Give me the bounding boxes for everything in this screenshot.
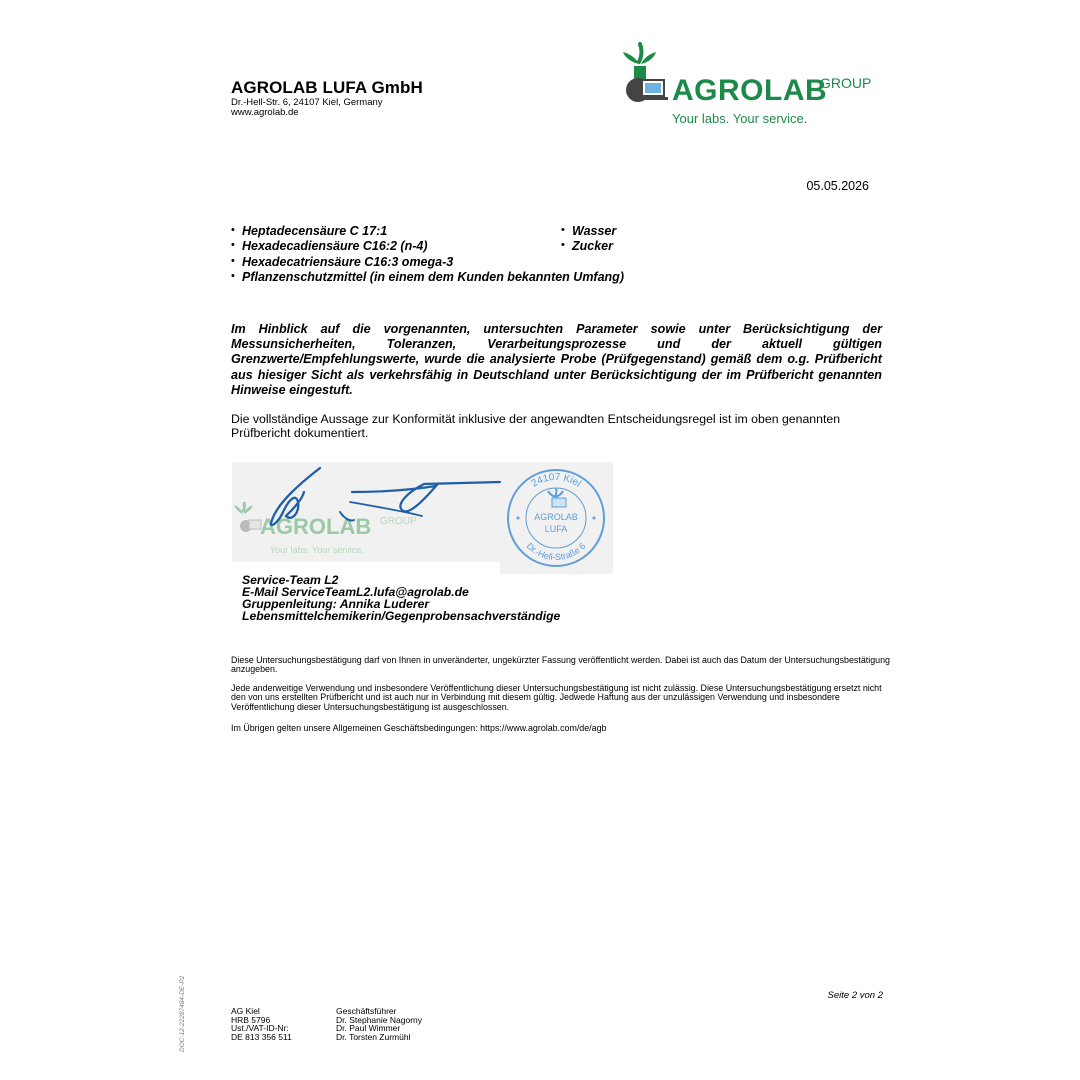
param-item: • Hexadecatriensäure C16:3 omega-3: [231, 255, 454, 269]
logo-wordmark: AGROLAB: [672, 74, 828, 107]
legal-note-usage: Jede anderweitige Verwendung und insbesondere Veröffentlichung dieser Untersuchungsbestätigung ist nicht zulässig. Diese Untersuchungsbestätigung ersetzt nicht den von uns erstellten Prüfbericht und ist auch nur in Verbindung mit diesem gültig. Jedwede Haftung aus der unzulässigen Verwendung und insbesondere Veröffentlichung dieser Untersuchungsbestätigung ist ausgeschlossen.: [231, 683, 882, 712]
handwritten-signature: [232, 462, 614, 574]
param-item: • Heptadecensäure C 17:1: [231, 224, 388, 238]
legal-note-publication: Diese Untersuchungsbestätigung darf von Ihnen in unveränderter, ungekürzter Fassung veröffentlicht werden. Dabei ist auch das Datum der Untersuchungsbestätigung anzugeben.: [231, 655, 890, 675]
footer-management: [336, 1007, 422, 1041]
group-lead: Gruppenleitung: Annika Luderer: [242, 597, 430, 611]
param-item: • Hexadecadiensäure C16:2 (n-4): [231, 239, 428, 253]
logo-group-label: GROUP: [820, 75, 872, 91]
legal-note-terms: Im Übrigen gelten unsere Allgemeinen Geschäftsbedingungen: https://www.agrolab.com/de/agb: [231, 723, 607, 733]
company-website: www.agrolab.de: [231, 107, 299, 118]
param-item: • Wasser: [561, 224, 617, 238]
footer-line: Dr. Torsten Zurmühl: [336, 1031, 411, 1042]
stamp-center-line2: LUFA: [544, 524, 568, 534]
watermark-wordmark: AGROLAB: [260, 514, 372, 539]
company-name: AGROLAB LUFA GmbH: [231, 78, 423, 97]
stamp-bottom-text: Dr.-Hell-Straße 6: [524, 540, 588, 563]
service-email[interactable]: E-Mail ServiceTeamL2.lufa@agrolab.de: [242, 585, 469, 599]
footer-line: Dr. Paul Wimmer: [336, 1023, 401, 1034]
footer-line: DE 813 356 511: [231, 1031, 292, 1042]
stamp-top-text: 24107 Kiel: [529, 471, 583, 490]
watermark-group-label: GROUP: [380, 516, 417, 527]
service-team: Service-Team L2: [242, 573, 339, 587]
footer-line: HRB 5796: [231, 1014, 271, 1025]
conclusion-paragraph: Im Hinblick auf die vorgenannten, untersuchten Parameter sowie unter Berücksichtigung der Messunsicherheiten, Toleranzen, Verarbeitungsprozesse und der aktuell gültigen Grenzwerte/Empfehlungswerte, wurde die analysierte Probe (Prüfgegenstand) gemäß dem o.g. Prüfbericht aus hiesiger Sicht als verkehrsfähig in Deutschland unter Berücksichtigung der im Prüfbericht genannten Hinweise eingestuft.: [231, 322, 882, 397]
footer-line: Ust./VAT-ID-Nr:: [231, 1023, 289, 1034]
lead-role: Lebensmittelchemikerin/Gegenprobensachverständige: [242, 609, 561, 623]
footer-line: Geschäftsführer: [336, 1006, 397, 1016]
company-address: Dr.-Hell-Str. 6, 24107 Kiel, Germany: [231, 97, 383, 108]
stamp-center-line1: AGROLAB: [534, 512, 578, 522]
param-item: • Pflanzenschutzmittel (in einem dem Kunden bekannten Umfang): [231, 270, 624, 284]
sprout-flask-icon: [620, 42, 672, 108]
footer-line: Dr. Stephanie Nagorny: [336, 1014, 422, 1025]
conformity-note: Die vollständige Aussage zur Konformität inklusive der angewandten Entscheidungsregel ist im oben genannten Prüfbericht dokumentiert.: [231, 412, 841, 440]
footer-registry: [231, 1007, 292, 1041]
signature-area: [232, 462, 614, 574]
watermark-slogan: Your labs. Your service.: [270, 545, 364, 555]
footer-line: AG Kiel: [231, 1006, 260, 1016]
page-number: Seite 2 von 2: [827, 990, 883, 1001]
agrolab-logo: [620, 42, 890, 132]
logo-slogan: Your labs. Your service.: [672, 111, 808, 126]
document-id: DOC-12-22287484-DE-P2: [179, 975, 186, 1052]
document-date: 05.05.2026: [806, 179, 869, 193]
param-item: • Zucker: [561, 239, 613, 253]
